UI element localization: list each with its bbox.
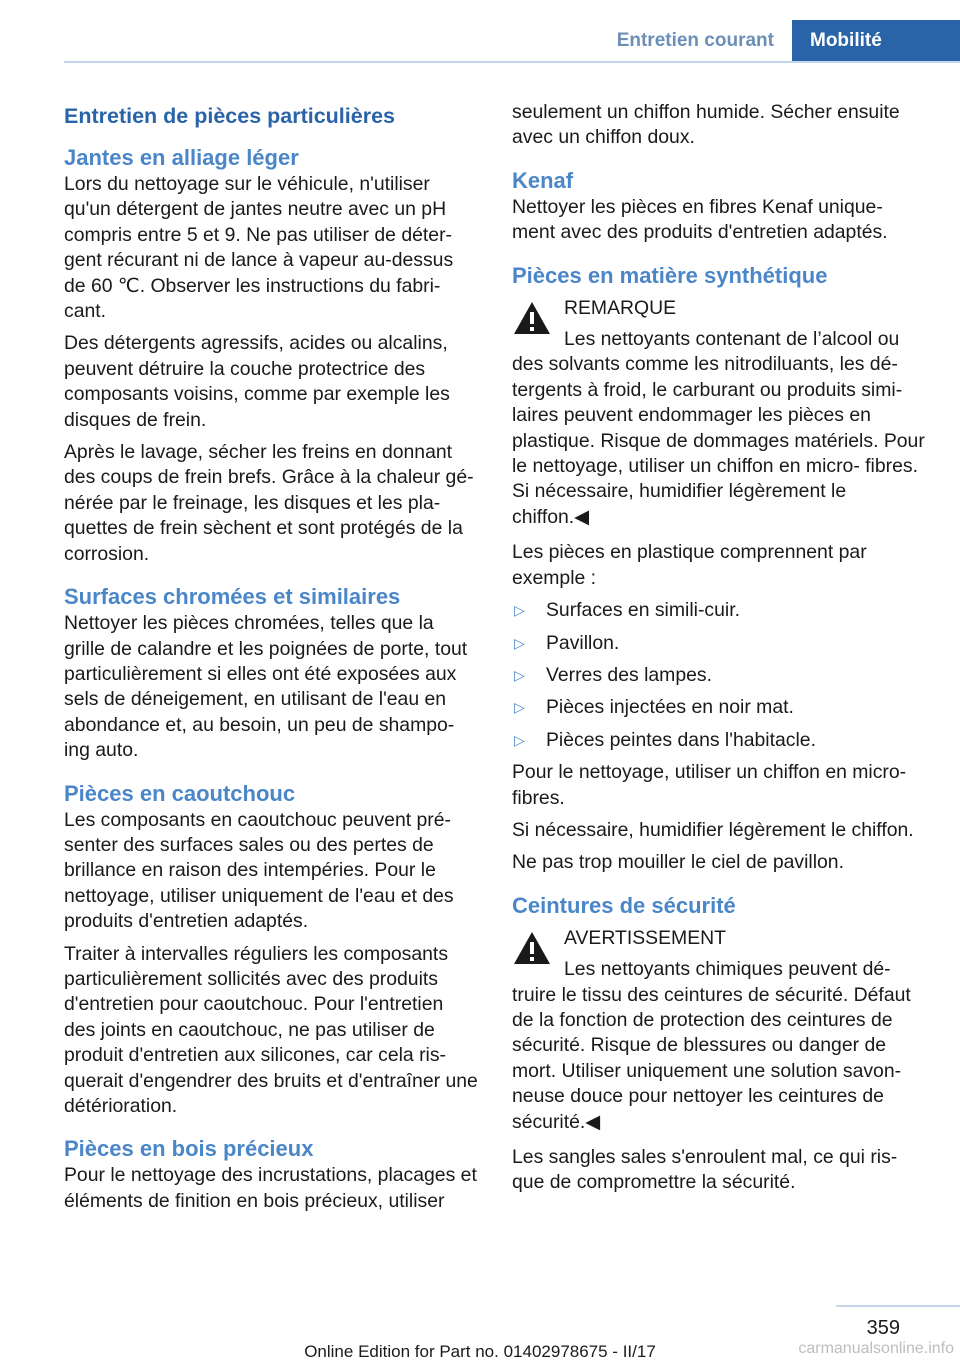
section-ceintures bbox=[512, 892, 928, 1196]
list-item: ▷ Pièces injectées en noir mat. bbox=[512, 695, 928, 720]
section-bois bbox=[64, 1135, 478, 1214]
paragraph: Lors du nettoyage sur le véhicule, n'utiliser qu'un détergent de jantes neutre avec un pH compris entre 5 et 9. Ne pas utiliser de déter‐ gent récurant ni de lance à vapeur au-dessus de 60 ℃. Observer les instructions du fabri‐ cant. bbox=[64, 173, 454, 323]
list-item: ▷ Verres des lampes. bbox=[512, 663, 928, 688]
section-header bbox=[599, 20, 960, 62]
paragraph: Nettoyer les pièces chromées, telles que la grille de calandre et les poignées de porte, tout particulièrement si elles ont été exposées aux sels de déneigement, en utilisant de l'eau en abondance et, au besoin, un peu de shampo‐ ing auto. bbox=[64, 612, 468, 762]
section-title-bois: Pièces en bois précieux bbox=[64, 1136, 314, 1162]
section-title-kenaf: Kenaf bbox=[512, 167, 574, 193]
section-title-jantes: Jantes en alliage léger bbox=[64, 145, 299, 170]
list-item: ▷ Surfaces en simili-cuir. bbox=[512, 598, 928, 623]
section-title-chrome: Surfaces chromées et similaires bbox=[64, 584, 401, 610]
notice-title: AVERTISSEMENT bbox=[564, 926, 726, 949]
paragraph: Les composants en caoutchouc peuvent pré‐ senter des surfaces sales ou des pertes de brillance en raison des intempéries. Pour le nettoyage, utiliser uniquement de l'eau et des produits d'entretien adaptés. bbox=[64, 808, 454, 933]
paragraph: Après le lavage, sécher les freins en donnant des coups de frein brefs. Grâce à la chaleur gé‐ nérée par le freinage, les disques et les pla‐ quettes de frein sèchent et sont protégés de la corrosion. bbox=[64, 441, 474, 565]
section-jantes bbox=[64, 144, 478, 567]
paragraph: seulement un chiffon humide. Sécher ensuite avec un chiffon doux. bbox=[512, 101, 900, 149]
list-item: ▷ Pièces peintes dans l'habitacle. bbox=[512, 728, 928, 753]
notice-text: truire le tissu des ceintures de sécurité. Défaut de la fonction de protection des ceintures de sécurité. Risque de blessures ou danger de mort. Utiliser uniquement une solution savon‐ neuse douce pour nettoyer les ceintures de sécurité.◀ bbox=[512, 983, 911, 1133]
paragraph: Si nécessaire, humidifier légèrement le chiffon. bbox=[512, 818, 914, 841]
bullet-triangle-icon: ▷ bbox=[514, 666, 525, 683]
bullet-triangle-icon: ▷ bbox=[514, 634, 525, 651]
paragraph: Des détergents agressifs, acides ou alcalins, peuvent détruire la couche protectrice des composants voisins, comme par exemple les disques de frein. bbox=[64, 332, 450, 431]
tab-entretien-courant[interactable]: Entretien courant bbox=[616, 30, 774, 51]
paragraph: Les sangles sales s'enroulent mal, ce qui ris‐ que de compromettre la sécurité. bbox=[512, 1146, 898, 1194]
bullet-triangle-icon: ▷ bbox=[514, 699, 525, 716]
section-caoutchouc bbox=[64, 780, 478, 1120]
paragraph: Traiter à intervalles réguliers les composants particulièrement sollicités avec des produits d'entretien pour caoutchouc. Pour l'entretien des joints en caoutchouc, ne pas utiliser de produit d'entretien aux silicones, car cela ris‐ querait d'engendrer des bruits et d'entraîner une détérioration. bbox=[64, 942, 478, 1117]
section-kenaf bbox=[512, 167, 928, 246]
notice-remarque bbox=[512, 296, 928, 531]
bullet-triangle-icon: ▷ bbox=[514, 602, 525, 619]
right-column bbox=[512, 100, 928, 1212]
edition-footer: Online Edition for Part no. 01402978675 - II/17 bbox=[304, 1342, 656, 1361]
list-item: ▷ Pavillon. bbox=[512, 631, 928, 656]
page-title: Entretien de pièces particulières bbox=[64, 104, 395, 128]
paragraph: Pour le nettoyage, utiliser un chiffon en micro‐ fibres. bbox=[512, 761, 907, 809]
notice-title: REMARQUE bbox=[564, 296, 677, 319]
watermark: carmanualsonline.info bbox=[798, 1340, 954, 1357]
notice-text: des solvants comme les nitrodiluants, les dé‐ tergents à froid, le carburant ou produits simi‐ laires peuvent endommager les pièces en plastique. Risque de dommages matériels. Pour le nettoyage, utiliser un chiffon en micro‐ fibres. Si nécessaire, humidifier légèrement le chiffon.◀ bbox=[512, 353, 925, 528]
section-title-synthetique: Pièces en matière synthétique bbox=[512, 262, 828, 288]
paragraph: Ne pas trop mouiller le ciel de pavillon. bbox=[512, 851, 844, 874]
paragraph: Pour le nettoyage des incrustations, placages et éléments de finition en bois précieux, utiliser bbox=[64, 1164, 477, 1212]
page-number: 359 bbox=[866, 1317, 900, 1339]
left-column bbox=[64, 100, 478, 1230]
bullet-triangle-icon: ▷ bbox=[514, 731, 525, 748]
bullet-list bbox=[512, 598, 928, 753]
section-title-caoutchouc: Pièces en caoutchouc bbox=[64, 780, 296, 806]
notice-text: Les nettoyants chimiques peuvent dé‐ bbox=[564, 958, 891, 981]
paragraph: Nettoyer les pièces en fibres Kenaf unique‐ ment avec des produits d'entretien adaptés. bbox=[512, 195, 888, 244]
notice-text: Les nettoyants contenant de l’alcool ou bbox=[564, 328, 900, 351]
section-chrome bbox=[64, 583, 478, 763]
tab-mobilite[interactable]: Mobilité bbox=[792, 20, 960, 62]
section-title-ceintures: Ceintures de sécurité bbox=[512, 892, 736, 918]
header-divider bbox=[64, 61, 960, 63]
footer-divider bbox=[836, 1305, 960, 1307]
paragraph: Les pièces en plastique comprennent par exemple : bbox=[512, 541, 867, 589]
section-synthetique bbox=[512, 262, 928, 876]
notice-avertissement bbox=[512, 926, 928, 1135]
warning-icon bbox=[512, 300, 552, 336]
warning-icon bbox=[512, 930, 552, 966]
